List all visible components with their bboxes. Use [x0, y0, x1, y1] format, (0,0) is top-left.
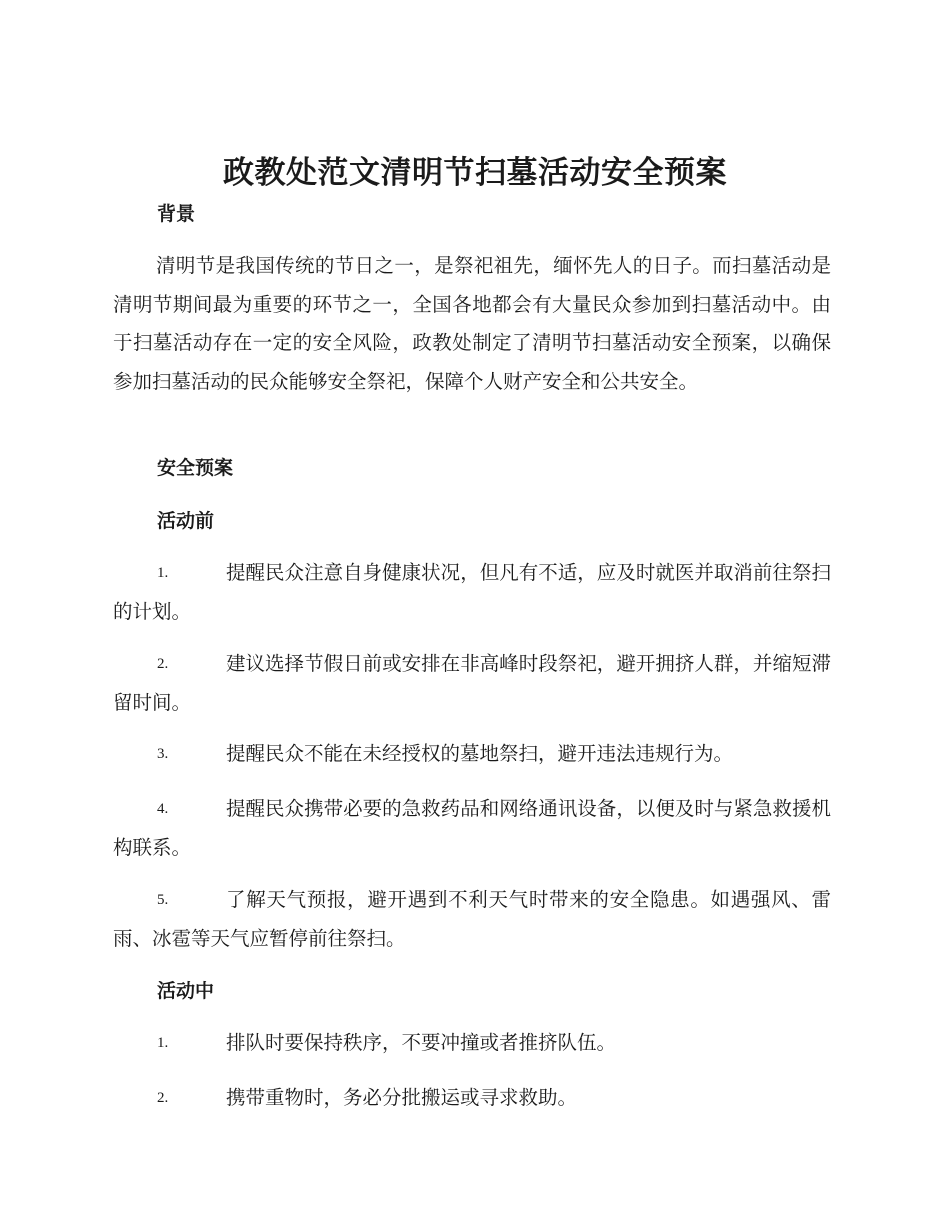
- heading-during-activity: 活动中: [157, 980, 215, 1002]
- list-item: [113, 881, 831, 958]
- list-item: [113, 1024, 831, 1063]
- list-item-number: 1.: [157, 1035, 169, 1051]
- list-item-text: 建议选择节假日前或安排在非高峰时段祭祀，避开拥挤人群，并缩短滞留时间。: [113, 652, 831, 714]
- background-paragraph: 清明节是我国传统的节日之一，是祭祀祖先，缅怀先人的日子。而扫墓活动是清明节期间最为重要的环节之一，全国各地都会有大量民众参加到扫墓活动中。由于扫墓活动存在一定的安全风险，政教处制定了清明节扫墓活动安全预案，以确保参加扫墓活动的民众能够安全祭祀，保障个人财产安全和公共安全。: [113, 254, 831, 393]
- list-item-text: 了解天气预报，避开遇到不利天气时带来的安全隐患。如遇强风、雷雨、冰雹等天气应暂停前往祭扫。: [113, 888, 831, 950]
- document-title: 政教处范文清明节扫墓活动安全预案: [223, 155, 727, 191]
- list-item-number: 2.: [157, 1090, 169, 1106]
- heading-background: 背景: [157, 203, 196, 225]
- list-item: [113, 645, 831, 722]
- list-item: [113, 554, 831, 631]
- list-item-text: 排队时要保持秩序，不要冲撞或者推挤队伍。: [226, 1031, 617, 1054]
- list-item-number: 2.: [157, 656, 169, 672]
- list-item: [113, 1079, 831, 1118]
- list-item-number: 1.: [157, 565, 169, 581]
- list-item: [113, 735, 831, 774]
- list-item: [113, 790, 831, 867]
- list-item-number: 3.: [157, 746, 169, 762]
- list-item-text: 提醒民众注意自身健康状况，但凡有不适，应及时就医并取消前往祭扫的计划。: [113, 561, 831, 623]
- list-item-number: 4.: [157, 801, 169, 817]
- list-item-text: 提醒民众携带必要的急救药品和网络通讯设备，以便及时与紧急救援机构联系。: [113, 797, 831, 859]
- list-item-text: 携带重物时，务必分批搬运或寻求救助。: [226, 1086, 578, 1109]
- heading-before-activity: 活动前: [157, 510, 215, 532]
- heading-safety-plan: 安全预案: [157, 457, 234, 479]
- list-item-number: 5.: [157, 892, 169, 908]
- list-item-text: 提醒民众不能在未经授权的墓地祭扫，避开违法违规行为。: [226, 742, 734, 765]
